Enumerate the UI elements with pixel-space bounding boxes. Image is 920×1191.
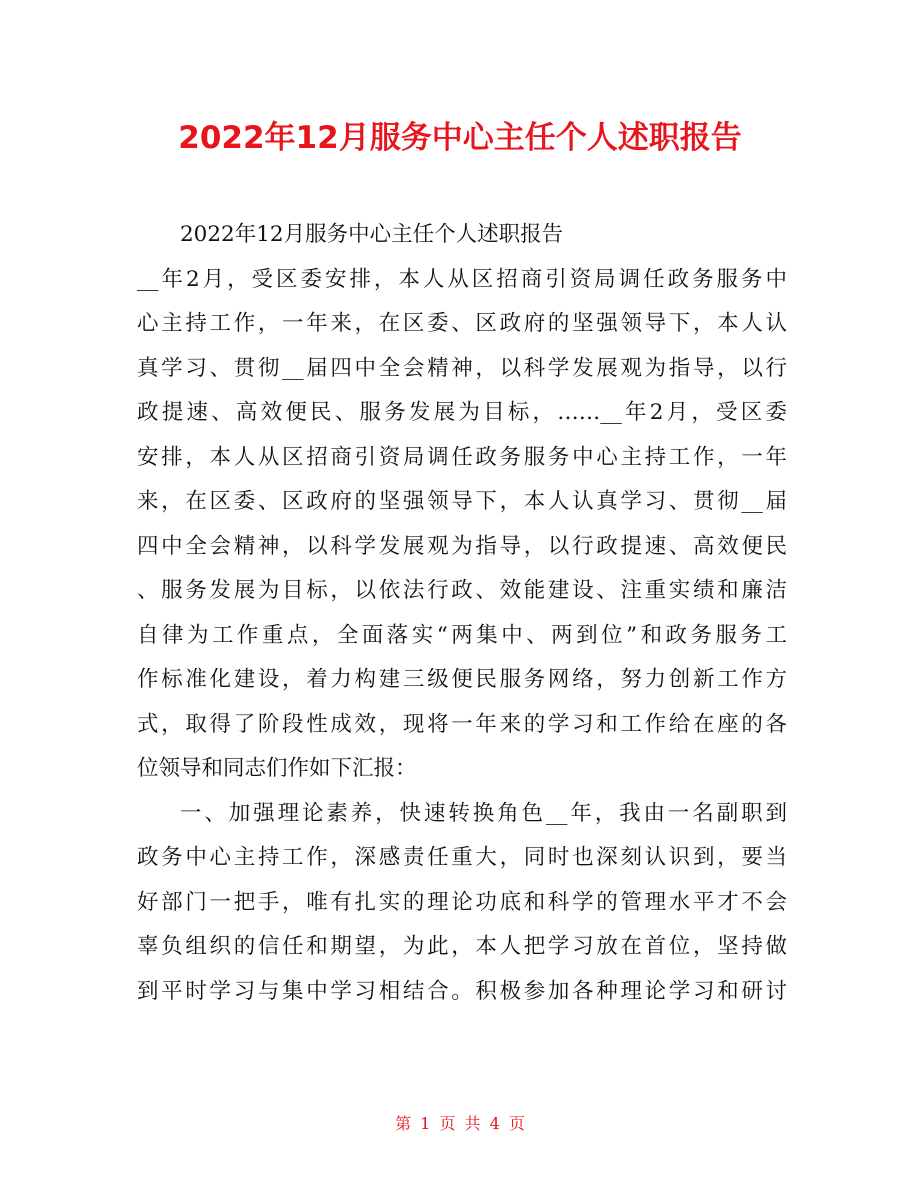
paragraph-line: 到平时学习与集中学习相结合。积极参加各种理论学习和研讨 bbox=[137, 978, 787, 1004]
document-title: 2022年12月服务中心主任个人述职报告 bbox=[178, 120, 742, 156]
paragraph-line: 自律为工作重点，全面落实“两集中、两到位”和政务服务工 bbox=[137, 622, 787, 648]
paragraph-line: 一、加强理论素养，快速转换角色__年，我由一名副职到 bbox=[180, 800, 787, 826]
paragraph-line: 真学习、贯彻__届四中全会精神，以科学发展观为指导，以行 bbox=[137, 355, 787, 381]
paragraph-line: 位领导和同志们作如下汇报： bbox=[137, 756, 417, 781]
paragraph-line: 四中全会精神，以科学发展观为指导，以行政提速、高效便民 bbox=[137, 533, 787, 559]
paragraph-line: 政务中心主持工作，深感责任重大，同时也深刻认识到，要当 bbox=[137, 845, 787, 870]
page-number-footer: 第 1 页 共 4 页 bbox=[395, 1114, 525, 1133]
paragraph-line: 2022年12月服务中心主任个人述职报告 bbox=[180, 222, 564, 247]
paragraph-line: 来，在区委、区政府的坚强领导下，本人认真学习、贯彻__届 bbox=[137, 489, 787, 514]
paragraph-line: __年2月，受区委安排，本人从区招商引资局调任政务服务中 bbox=[137, 266, 787, 292]
paragraph-line: 安排，本人从区招商引资局调任政务服务中心主持工作，一年 bbox=[137, 444, 787, 470]
paragraph-line: 心主持工作，一年来，在区委、区政府的坚强领导下，本人认 bbox=[137, 311, 787, 336]
paragraph-line: 辜负组织的信任和期望，为此，本人把学习放在首位，坚持做 bbox=[137, 934, 787, 959]
paragraph-line: 好部门一把手，唯有扎实的理论功底和科学的管理水平才不会 bbox=[137, 889, 787, 915]
paragraph-line: 政提速、高效便民、服务发展为目标，……__年2月，受区委 bbox=[137, 400, 787, 425]
paragraph-line: 作标准化建设，着力构建三级便民服务网络，努力创新工作方 bbox=[137, 667, 787, 692]
paragraph-line: 式，取得了阶段性成效，现将一年来的学习和工作给在座的各 bbox=[137, 711, 787, 737]
document-body bbox=[137, 213, 787, 1014]
paragraph-line: 、服务发展为目标，以依法行政、效能建设、注重实绩和廉洁 bbox=[137, 578, 787, 603]
